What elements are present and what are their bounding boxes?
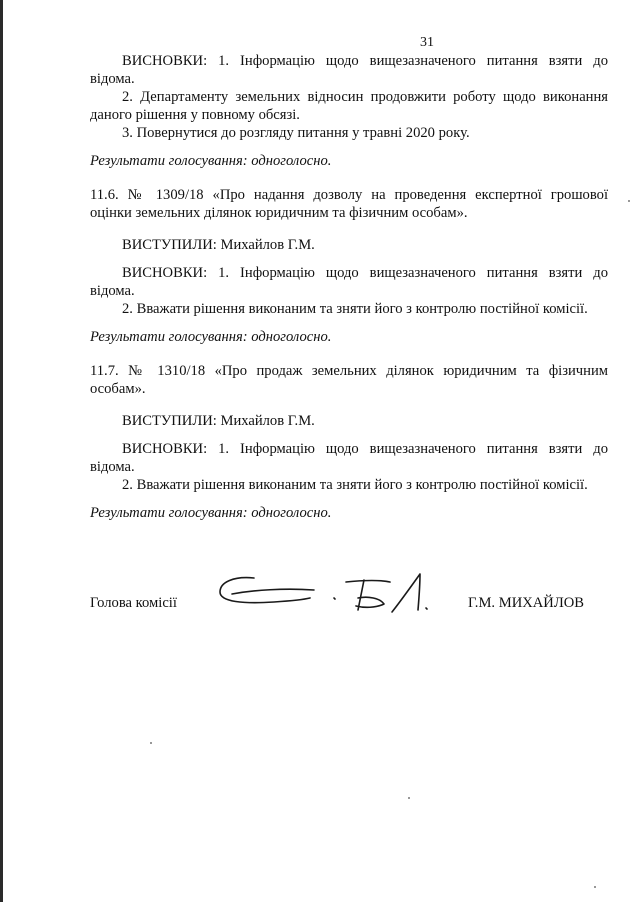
conclusions-line: ВИСНОВКИ: 1. Інформацію щодо вищезазначеного питання взяти до (122, 441, 608, 457)
conclusions-line: ВИСНОВКИ: 1. Інформацію щодо вищезазначеного питання взяти до (122, 265, 608, 281)
agenda-item-title: 11.6. № 1309/18 «Про надання дозволу на проведення експертної грошової (90, 187, 608, 203)
signature-stroke (232, 589, 314, 594)
voting-result: Результати голосування: одноголосно. (90, 153, 332, 169)
conclusions-line: даного рішення у повному обсязі. (90, 107, 300, 123)
agenda-item-title: 11.7. № 1310/18 «Про продаж земельних ділянок юридичним та фізичним (90, 363, 608, 379)
page-number: 31 (420, 35, 434, 50)
conclusions-line: відома. (90, 71, 135, 87)
handwritten-signature (214, 568, 444, 618)
signature-stroke (358, 580, 364, 610)
conclusions-line: відома. (90, 283, 135, 299)
voting-result: Результати голосування: одноголосно. (90, 329, 332, 345)
scan-speck (594, 886, 596, 888)
signature-stroke (392, 574, 420, 612)
conclusions-line: відома. (90, 459, 135, 475)
scan-speck (628, 200, 630, 202)
signature-stroke (346, 581, 390, 583)
agenda-item-title: особам». (90, 381, 146, 397)
agenda-item-title: оцінки земельних ділянок юридичним та фізичним особам». (90, 205, 468, 221)
speakers-line: ВИСТУПИЛИ: Михайлов Г.М. (122, 413, 315, 429)
conclusions-line: 3. Повернутися до розгляду питання у травні 2020 року. (122, 125, 470, 141)
signature-stroke (334, 598, 335, 599)
scan-edge (0, 0, 3, 902)
speakers-line: ВИСТУПИЛИ: Михайлов Г.М. (122, 237, 315, 253)
scan-speck (408, 797, 410, 799)
signatory-name: Г.М. МИХАЙЛОВ (468, 595, 585, 611)
signature-stroke (426, 608, 427, 609)
conclusions-line: 2. Вважати рішення виконаним та зняти його з контролю постійної комісії. (122, 301, 588, 317)
conclusions-line: ВИСНОВКИ: 1. Інформацію щодо вищезазначеного питання взяти до (122, 53, 608, 69)
voting-result: Результати голосування: одноголосно. (90, 505, 332, 521)
conclusions-line: 2. Вважати рішення виконаним та зняти його з контролю постійної комісії. (122, 477, 588, 493)
conclusions-line: 2. Департаменту земельних відносин продовжити роботу щодо виконання (122, 89, 608, 105)
signature-position: Голова комісії (90, 595, 177, 611)
scan-speck (150, 742, 152, 744)
